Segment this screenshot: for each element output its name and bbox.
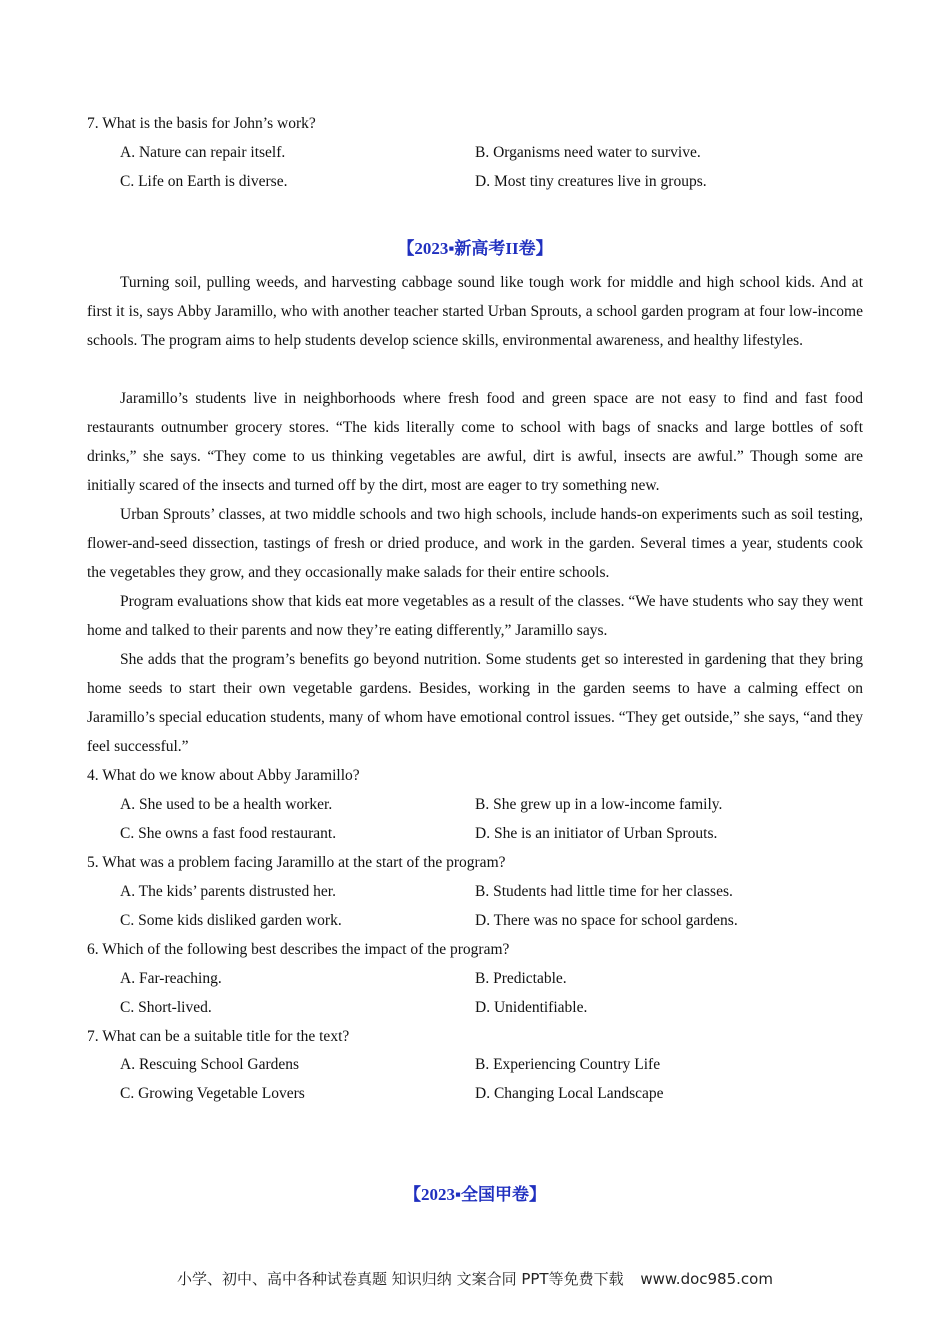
paragraph: Program evaluations show that kids eat more vegetables as a result of the classes. “We have students who say they went home and talked to their parents and now they’re eating differently,” Jaramillo says. [87,593,863,639]
paragraph: She adds that the program’s benefits go beyond nutrition. Some students get so interested in gardening that they bring home seeds to start their own vegetable gardens. Besides, working in the garden seems to have a calming effect on Jaramillo’s special education students, many of whom have emotional control issues. “They get outside,” she says, “and they feel successful.” [87,651,863,755]
footer-text: 小学、初中、高中各种试卷真题 知识归纳 文案合同 PPT等免费下载 [177,1270,624,1288]
option-b: B. She grew up in a low-income family. [475,796,723,813]
question-stem: 5. What was a problem facing Jaramillo at the start of the program? [87,854,506,871]
option-b: B. Students had little time for her classes. [475,883,733,900]
question-stem: 4. What do we know about Abby Jaramillo? [87,767,360,784]
option-b: B. Organisms need water to survive. [475,144,701,161]
option-d: D. There was no space for school gardens. [475,912,738,929]
option-a: A. The kids’ parents distrusted her. [120,883,336,900]
page-footer [0,1268,950,1289]
question-stem: 7. What can be a suitable title for the text? [87,1028,350,1045]
section-heading: 【2023▪全国甲卷】 [403,1185,547,1204]
footer-link[interactable]: www.doc985.com [640,1270,773,1288]
section-heading: 【2023▪新高考II卷】 [397,239,553,258]
option-c: C. Growing Vegetable Lovers [120,1085,305,1102]
option-c: C. Short-lived. [120,999,212,1016]
option-c: C. Life on Earth is diverse. [120,173,288,190]
paragraph: Urban Sprouts’ classes, at two middle schools and two high schools, include hands-on experiments such as soil testing, flower-and-seed dissection, tastings of fresh or dried produce, and work in the garden. Several times a year, students cook the vegetables they grow, and they occasionally make salads for their entire schools. [87,506,863,581]
question-stem: 6. Which of the following best describes the impact of the program? [87,941,510,958]
option-a: A. She used to be a health worker. [120,796,333,813]
option-d: D. Unidentifiable. [475,999,588,1016]
option-a: A. Far-reaching. [120,970,222,987]
option-c: C. She owns a fast food restaurant. [120,825,337,842]
option-d: D. Most tiny creatures live in groups. [475,173,707,190]
option-d: D. She is an initiator of Urban Sprouts. [475,825,718,842]
option-b: B. Predictable. [475,970,567,987]
option-a: A. Rescuing School Gardens [120,1056,300,1073]
option-a: A. Nature can repair itself. [120,144,286,161]
paragraph: Jaramillo’s students live in neighborhoods where fresh food and green space are not easy to find and fast food restaurants outnumber grocery stores. “The kids literally come to school with bags of snacks and large bottles of soft drinks,” she says. “They come to us thinking vegetables are awful, dirt is awful, insects are awful.” Though some are initially scared of the insects and turned off by the dirt, most are eager to try something new. [87,390,863,494]
paragraph: Turning soil, pulling weeds, and harvesting cabbage sound like tough work for middle and high school kids. And at first it is, says Abby Jaramillo, who with another teacher started Urban Sprouts, a school garden program at four low-income schools. The program aims to help students develop science skills, environmental awareness, and healthy lifestyles. [87,274,863,349]
option-d: D. Changing Local Landscape [475,1085,664,1102]
question-stem: 7. What is the basis for John’s work? [87,115,316,132]
option-c: C. Some kids disliked garden work. [120,912,342,929]
option-b: B. Experiencing Country Life [475,1056,661,1073]
